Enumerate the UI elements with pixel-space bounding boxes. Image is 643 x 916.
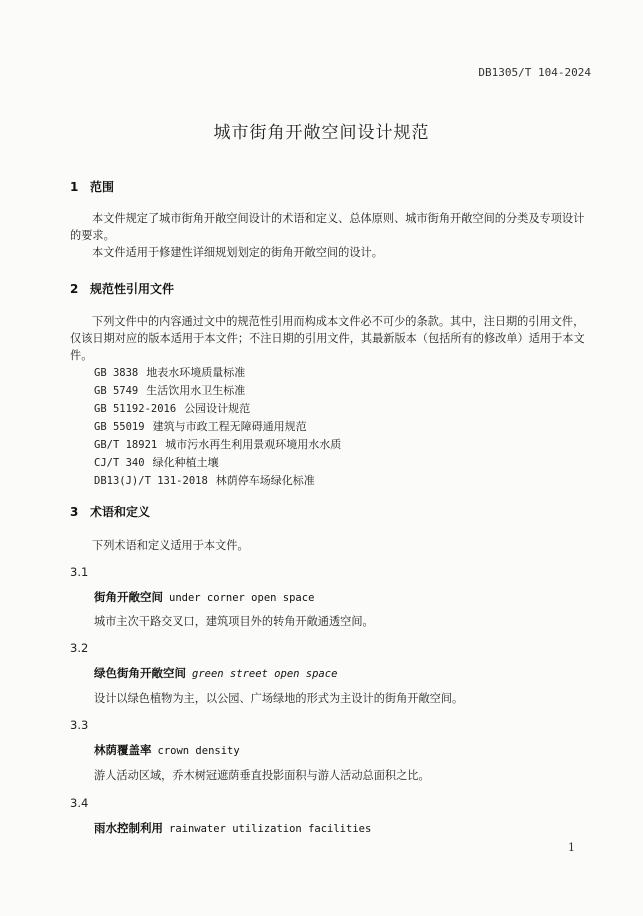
reference-item: GB 51192-2016 公园设计规范 [94, 402, 251, 415]
reference-item: GB/T 18921 城市污水再生利用景观环境用水水质 [94, 438, 342, 451]
reference-item: GB 55019 建筑与市政工程无障碍通用规范 [94, 420, 307, 433]
reference-item: CJ/T 340 绿化种植土壤 [94, 456, 219, 469]
section-1-title: 范围 [90, 180, 115, 194]
term-definition: 游人活动区域，乔木树冠遮荫垂直投影面积与游人活动总面积之比。 [94, 769, 430, 782]
page-number: 1 [568, 841, 575, 854]
term-number: 3.4 [70, 796, 89, 810]
reference-item: GB 3838 地表水环境质量标准 [94, 366, 246, 379]
section-3-intro: 下列术语和定义适用于本文件。 [92, 539, 249, 552]
term-number: 3.3 [70, 718, 89, 732]
section-2-title: 规范性引用文件 [90, 282, 175, 296]
section-3-title: 术语和定义 [90, 505, 151, 519]
section-1-number: 1 [70, 180, 79, 194]
term-number: 3.1 [70, 565, 89, 579]
section-2-heading [70, 280, 174, 297]
section-1-paragraph-2: 本文件适用于修建性详细规划划定的街角开敞空间的设计。 [92, 246, 383, 259]
reference-item: GB 5749 生活饮用水卫生标准 [94, 384, 246, 397]
term-number: 3.2 [70, 641, 89, 655]
term-heading: 街角开敞空间 under corner open space [94, 590, 315, 604]
term-heading: 绿色街角开敞空间 green street open space [94, 666, 338, 680]
document-id: DB1305/T 104-2024 [478, 66, 591, 79]
term-definition: 设计以绿色植物为主，以公园、广场绿地的形式为主设计的街角开敞空间。 [94, 692, 464, 705]
term-heading: 雨水控制利用 rainwater utilization facilities [94, 821, 372, 835]
term-heading: 林荫覆盖率 crown density [94, 743, 240, 757]
section-3-heading [70, 503, 150, 520]
section-2-intro: 下列文件中的内容通过文中的规范性引用而构成本文件必不可少的条款。其中，注日期的引用文件，仅该日期对应的版本适用于本文件；不注日期的引用文件，其最新版本（包括所有的修改单）适用于本文件。 [70, 315, 585, 362]
section-2-number: 2 [70, 282, 79, 296]
reference-item: DB13(J)/T 131-2018 林荫停车场绿化标准 [94, 474, 315, 487]
section-1-paragraph-1: 本文件规定了城市街角开敞空间设计的术语和定义、总体原则、城市街角开敞空间的分类及专项设计的要求。 [70, 212, 585, 242]
section-1-heading [70, 178, 114, 195]
document-title: 城市街角开敞空间设计规范 [213, 123, 430, 143]
section-3-number: 3 [70, 505, 79, 519]
term-definition: 城市主次干路交叉口，建筑项目外的转角开敞通透空间。 [94, 615, 374, 628]
